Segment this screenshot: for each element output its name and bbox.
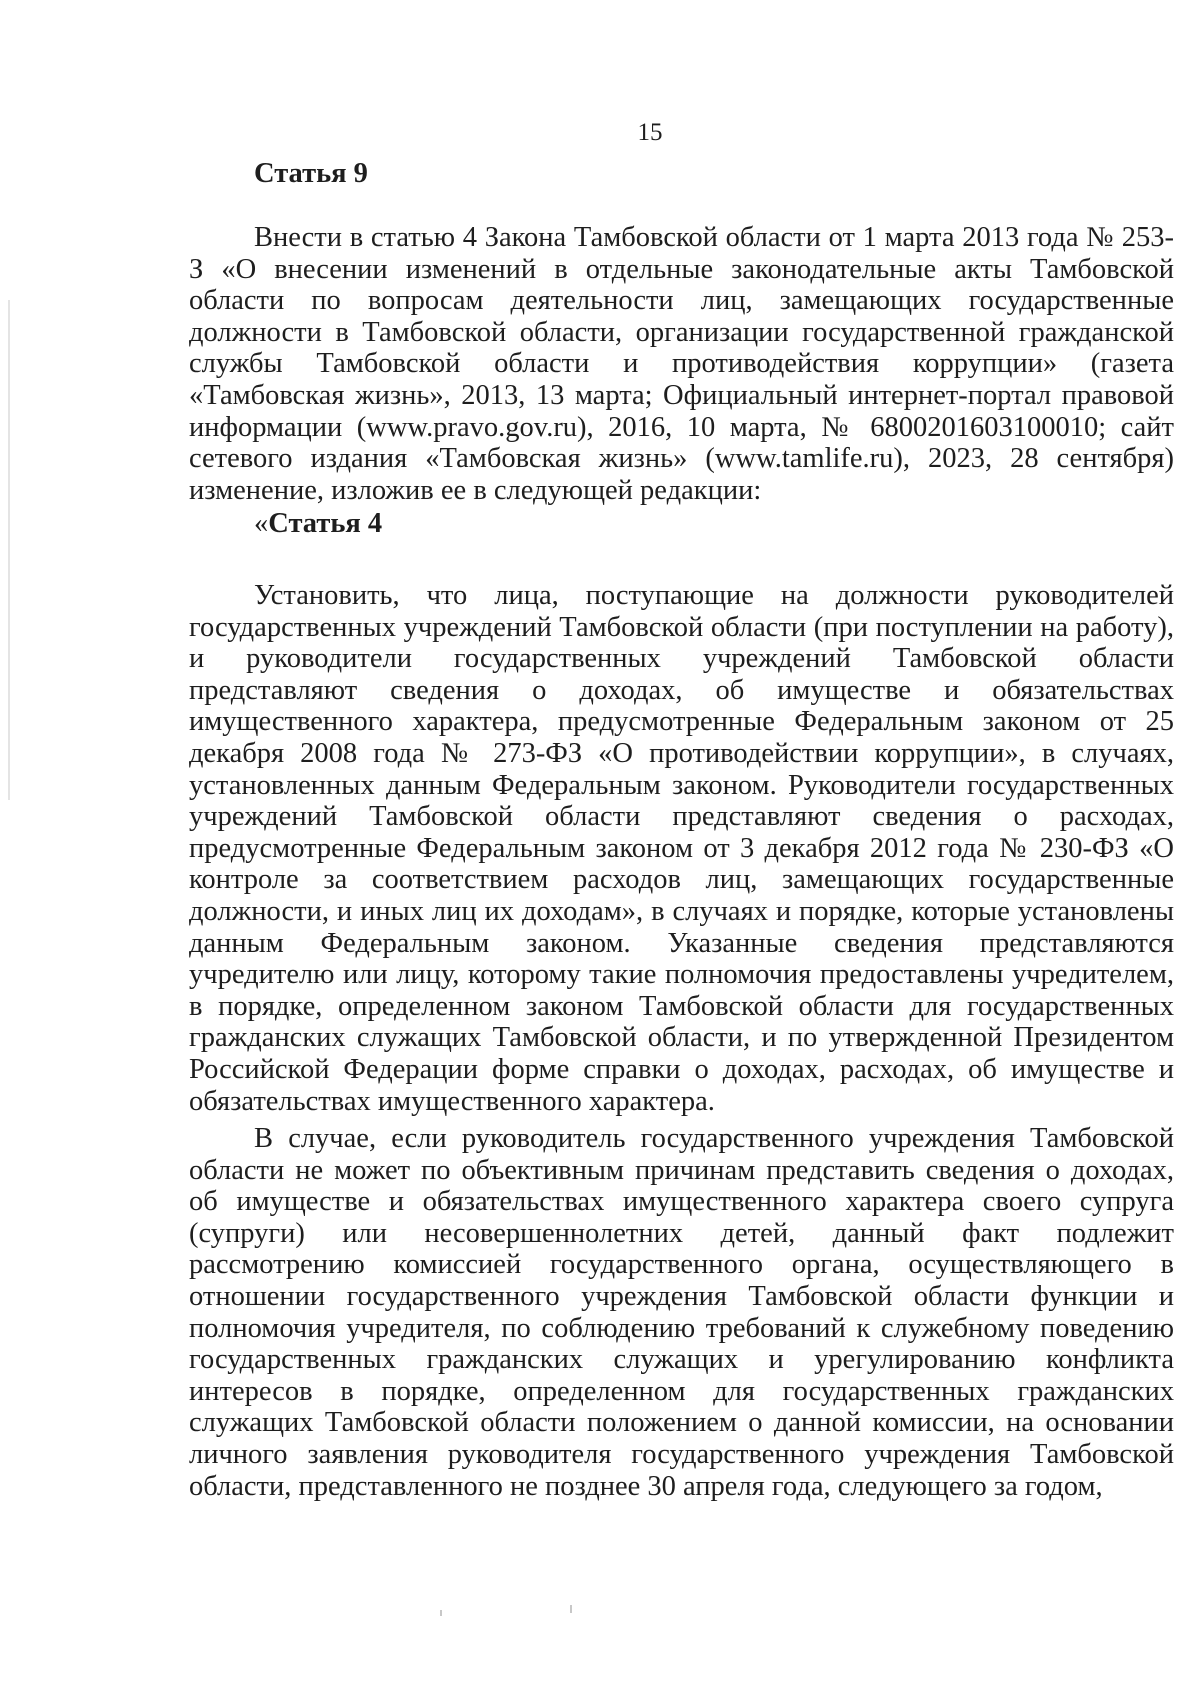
- article-4-paragraph-2: В случае, если руководитель государственного учреждения Тамбовской области не может по объективным причинам представить сведения о доходах, об имуществе и обязательствах имущественного характера своего супруга (супруги) или несовершеннолетних детей, данный факт подлежит рассмотрению комиссией государственного органа, осуществляющего в отношении государственного учреждения Тамбовской области функции и полномочия учредителя, по соблюдению требований к служебному поведению государственных гражданских служащих и урегулированию конфликта интересов в порядке, определенном для государственных гражданских служащих Тамбовской области положением о данной комиссии, на основании личного заявления руководителя государственного учреждения Тамбовской области, представленного не позднее 30 апреля года, следующего за годом,: [189, 1123, 1174, 1502]
- article-4-quote-open: «: [254, 508, 269, 540]
- scan-mark: [570, 1605, 572, 1613]
- article-4-heading: Статья 4: [268, 508, 383, 540]
- page-number: 15: [637, 119, 663, 146]
- article-9-intro-paragraph: Внести в статью 4 Закона Тамбовской области от 1 марта 2013 года № 253-З «О внесении изменений в отдельные законодательные акты Тамбовской области по вопросам деятельности лиц, замещающих государственные должности в Тамбовской области, организации государственной гражданской службы Тамбовской области и противодействия коррупции» (газета «Тамбовская жизнь», 2013, 13 марта; Официальный интернет-портал правовой информации (www.pravo.gov.ru), 2016, 10 марта, № 6800201603100010; сайт сетевого издания «Тамбовская жизнь» (www.tamlife.ru), 2023, 28 сентября) изменение, изложив ее в следующей редакции:: [189, 222, 1174, 506]
- article-9-body: [189, 222, 1174, 540]
- article-9-section: [189, 158, 1174, 190]
- scan-mark: [8, 300, 10, 800]
- article-4-heading-line: [189, 508, 1174, 540]
- article-4-paragraph-1: Установить, что лица, поступающие на должности руководителей государственных учреждений Тамбовской области (при поступлении на работу), и руководители государственных учреждений Тамбовской области представляют сведения о доходах, об имуществе и обязательствах имущественного характера, предусмотренные Федеральным законом от 25 декабря 2008 года № 273-ФЗ «О противодействии коррупции», в случаях, установленных данным Федеральным законом. Руководители государственных учреждений Тамбовской области представляют сведения о расходах, предусмотренные Федеральным законом от 3 декабря 2012 года № 230-ФЗ «О контроле за соответствием расходов лиц, замещающих государственные должности, и иных лиц их доходам», в случаях и порядке, которые установлены данным Федеральным законом. Указанные сведения представляются учредителю или лицу, которому такие полномочия предоставлены учредителем, в порядке, определенном законом Тамбовской области для государственных гражданских служащих Тамбовской области, и по утвержденной Президентом Российской Федерации форме справки о доходах, расходах, об имуществе и обязательствах имущественного характера.: [189, 580, 1174, 1117]
- scan-mark: [440, 1610, 442, 1616]
- article-9-heading: Статья 9: [254, 158, 368, 189]
- article-4-body: [189, 580, 1174, 1502]
